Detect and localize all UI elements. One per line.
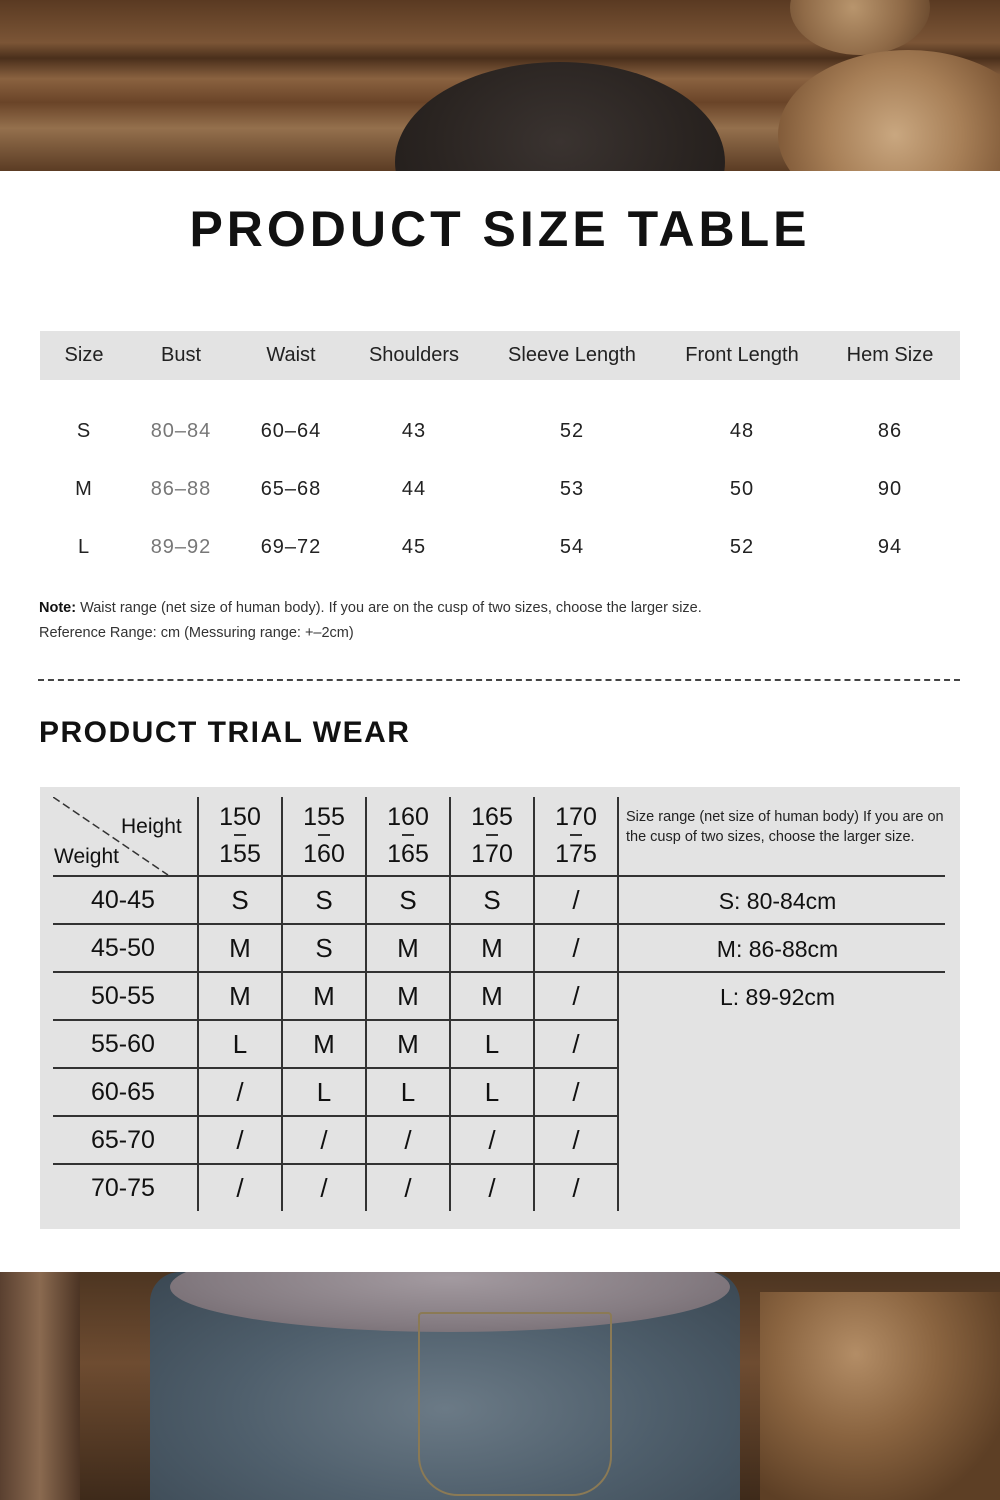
cell-bust: 89–92 <box>150 535 212 558</box>
size-cell: / <box>534 876 618 924</box>
size-cell: M <box>450 972 534 1020</box>
size-cell: L <box>450 1020 534 1068</box>
size-cell: / <box>282 1116 366 1164</box>
size-cell: / <box>534 1116 618 1164</box>
height-to: 160 <box>303 836 345 873</box>
cell-front-length: 50 <box>729 477 755 500</box>
log-end-decoration <box>778 50 1000 171</box>
size-table <box>40 331 960 576</box>
size-cell: / <box>450 1116 534 1164</box>
size-cell: / <box>366 1116 450 1164</box>
model-hair-image <box>395 62 725 171</box>
trial-row <box>53 876 618 924</box>
size-cell: M <box>282 1020 366 1068</box>
cell-waist: 60–64 <box>260 419 322 442</box>
weight-range: 50-55 <box>53 972 198 1020</box>
page-title: PRODUCT SIZE TABLE <box>189 201 811 257</box>
cell-bust: 86–88 <box>150 477 212 500</box>
height-range <box>366 797 450 876</box>
size-table-header <box>40 331 960 380</box>
height-from: 150 <box>219 803 261 831</box>
cell-waist: 69–72 <box>260 535 322 558</box>
size-cell: M <box>198 972 282 1020</box>
header-photo <box>0 0 1000 171</box>
header-size: Size <box>40 331 128 380</box>
trial-row <box>53 1020 618 1068</box>
cell-sleeve-length: 53 <box>559 477 585 500</box>
cell-hem-size: 86 <box>877 419 903 442</box>
height-to: 170 <box>471 836 513 873</box>
height-range <box>282 797 366 876</box>
log-pile-decoration <box>760 1292 1000 1500</box>
trial-row <box>53 972 618 1020</box>
cell-waist: 65–68 <box>260 477 322 500</box>
size-cell: / <box>534 1020 618 1068</box>
size-cell: M <box>366 972 450 1020</box>
size-cell: S <box>198 876 282 924</box>
size-note <box>39 596 702 646</box>
cell-sleeve-length: 54 <box>559 535 585 558</box>
size-cell: M <box>282 972 366 1020</box>
cell-hem-size: 94 <box>877 535 903 558</box>
header-hem-size: Hem Size <box>820 331 960 380</box>
height-from: 160 <box>387 803 429 831</box>
size-cell: / <box>198 1164 282 1211</box>
cell-size: S <box>76 419 92 442</box>
log-end-decoration <box>790 0 930 55</box>
size-cell: L <box>366 1068 450 1116</box>
size-range-list <box>610 875 945 1019</box>
size-cell: / <box>198 1068 282 1116</box>
size-cell: / <box>534 972 618 1020</box>
header-shoulders: Shoulders <box>348 331 480 380</box>
size-cell: / <box>450 1164 534 1211</box>
cell-shoulders: 45 <box>401 535 427 558</box>
size-cell: S <box>450 876 534 924</box>
header-front-length: Front Length <box>664 331 820 380</box>
size-cell: / <box>534 1068 618 1116</box>
size-cell: L <box>282 1068 366 1116</box>
header-sleeve-length: Sleeve Length <box>480 331 664 380</box>
cell-shoulders: 43 <box>401 419 427 442</box>
height-to: 165 <box>387 836 429 873</box>
corner-cell <box>53 797 198 876</box>
cell-shoulders: 44 <box>401 477 427 500</box>
size-cell: / <box>282 1164 366 1211</box>
weight-range: 60-65 <box>53 1068 198 1116</box>
back-pocket-image <box>418 1312 612 1496</box>
height-to: 155 <box>219 836 261 873</box>
height-to: 175 <box>555 836 597 873</box>
cell-front-length: 48 <box>729 419 755 442</box>
size-cell: / <box>534 924 618 972</box>
table-row <box>40 460 960 518</box>
size-cell: M <box>198 924 282 972</box>
weight-range: 70-75 <box>91 1173 155 1202</box>
section-title: PRODUCT TRIAL WEAR <box>39 716 411 749</box>
weight-range: 45-50 <box>53 924 198 972</box>
cell-front-length: 52 <box>729 535 755 558</box>
note-text: Waist range (net size of human body). If you are on the cusp of two sizes, choose the larger size. <box>80 600 702 616</box>
size-cell: / <box>534 1164 618 1211</box>
size-cell: M <box>450 924 534 972</box>
header-bust: Bust <box>128 331 234 380</box>
size-cell: L <box>198 1020 282 1068</box>
weight-range: 40-45 <box>53 876 198 924</box>
cell-hem-size: 90 <box>877 477 903 500</box>
height-range <box>534 797 618 876</box>
size-cell: L <box>450 1068 534 1116</box>
size-cell: / <box>198 1116 282 1164</box>
size-range-note: Size range (net size of human body) If you are on the cusp of two sizes, choose the larger size. <box>626 809 944 845</box>
height-from: 165 <box>471 803 513 831</box>
size-cell: / <box>366 1164 450 1211</box>
trial-row <box>53 1068 618 1116</box>
height-range <box>450 797 534 876</box>
height-from: 170 <box>555 803 597 831</box>
trial-wear-panel <box>40 787 960 1229</box>
cell-sleeve-length: 52 <box>559 419 585 442</box>
cell-size: L <box>77 535 91 558</box>
cell-bust: 80–84 <box>150 419 212 442</box>
weight-label: Weight <box>54 845 119 868</box>
size-range-s: S: 80-84cm <box>610 875 945 923</box>
height-from: 155 <box>303 803 345 831</box>
size-range-l: L: 89-92cm <box>610 971 945 1019</box>
trial-row <box>53 1164 618 1211</box>
table-row <box>40 380 960 460</box>
height-label: Height <box>121 815 182 838</box>
trial-row <box>53 1116 618 1164</box>
height-header-row <box>53 797 618 876</box>
note-line <box>39 596 702 621</box>
size-cell: S <box>282 924 366 972</box>
header-waist: Waist <box>234 331 348 380</box>
trial-wear-grid <box>53 797 619 1211</box>
trial-row <box>53 924 618 972</box>
size-cell: M <box>366 1020 450 1068</box>
size-cell: M <box>366 924 450 972</box>
size-range-m: M: 86-88cm <box>610 923 945 971</box>
height-range <box>198 797 282 876</box>
weight-range: 65-70 <box>53 1116 198 1164</box>
size-cell: S <box>366 876 450 924</box>
size-cell: S <box>282 876 366 924</box>
footer-photo <box>0 1272 1000 1500</box>
reference-range: Reference Range: cm (Messuring range: +–2cm) <box>39 625 354 641</box>
dashed-divider <box>38 679 960 681</box>
wooden-post-decoration <box>0 1272 80 1500</box>
weight-range: 55-60 <box>53 1020 198 1068</box>
table-row <box>40 518 960 576</box>
cell-size: M <box>75 477 93 500</box>
note-label: Note: <box>39 600 77 616</box>
